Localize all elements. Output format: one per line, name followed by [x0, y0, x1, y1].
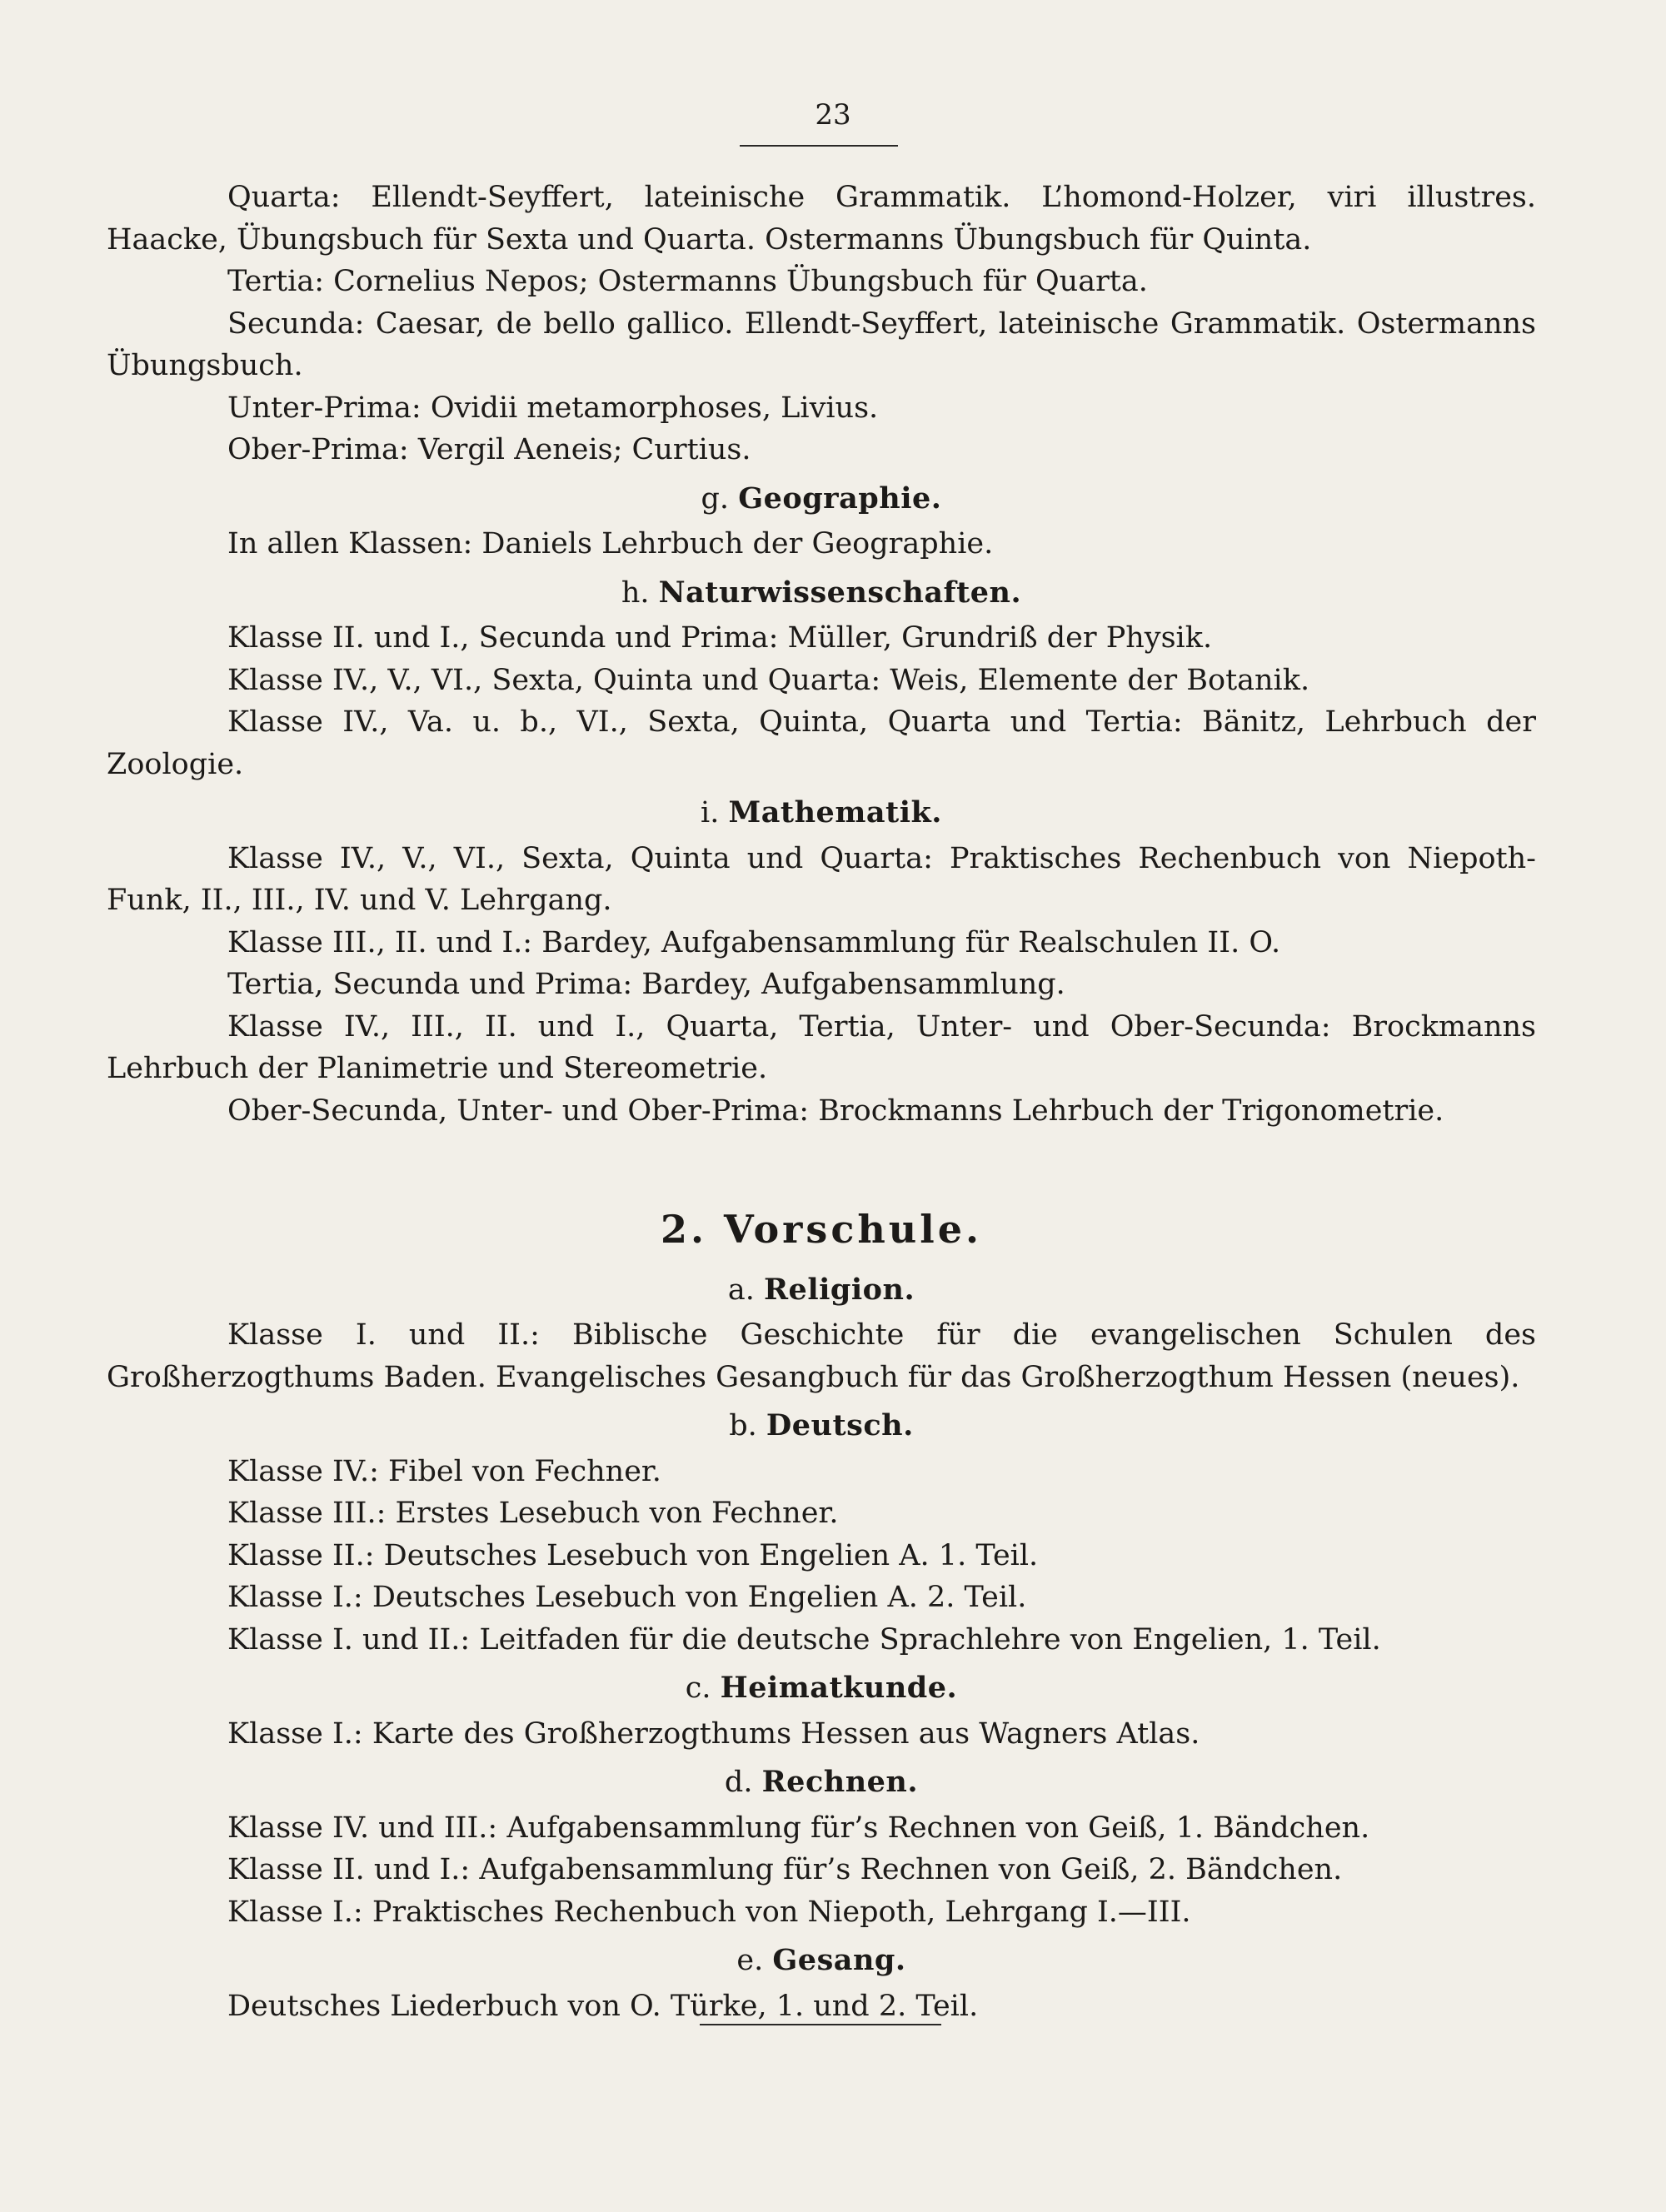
- heading-title: Naturwissenschaften.: [658, 575, 1022, 610]
- heading-letter: i.: [701, 796, 720, 830]
- line-natur-2: Klasse IV., V., VI., Sexta, Quinta und Quarta: Weis, Elemente der Botanik.: [227, 663, 1310, 697]
- heading-gesang: [107, 1940, 1536, 1982]
- line-religion-1: Klasse I. und II.: Biblische Geschichte für die evangelischen Schulen des Großherzogthums Baden. Evangelisches Gesangbuch für das Großherzogthum Hessen (neues).: [107, 1318, 1536, 1394]
- heading-title: Mathematik.: [728, 795, 942, 830]
- line-natur-3: Klasse IV., Va. u. b., VI., Sexta, Quinta, Quarta und Tertia: Bänitz, Lehrbuch der Zoologie.: [107, 705, 1536, 781]
- heading-heimatkunde: [107, 1667, 1536, 1710]
- line-deutsch-3: Klasse II.: Deutsches Lesebuch von Engelien A. 1. Teil.: [227, 1538, 1039, 1572]
- line-mathe-3: Tertia, Secunda und Prima: Bardey, Aufgabensammlung.: [227, 968, 1065, 1001]
- line-mathe-5: Ober-Secunda, Unter- und Ober-Prima: Brockmanns Lehrbuch der Trigonometrie.: [227, 1094, 1444, 1128]
- header-rule: [740, 145, 898, 147]
- heading-rechnen: [107, 1761, 1536, 1804]
- line-natur-1: Klasse II. und I., Secunda und Prima: Müller, Grundriß der Physik.: [227, 621, 1213, 655]
- heading-letter: h.: [621, 575, 650, 610]
- heading-title: Religion.: [763, 1272, 915, 1307]
- line-heimatkunde-1: Klasse I.: Karte des Großherzogthums Hessen aus Wagners Atlas.: [227, 1716, 1200, 1751]
- heading-religion: [107, 1269, 1536, 1312]
- line-rechnen-1: Klasse IV. und III.: Aufgabensammlung für’s Rechnen von Geiß, 1. Bändchen.: [227, 1811, 1370, 1845]
- line-gesang-1: Deutsches Liederbuch von O. Türke, 1. und 2. Teil.: [227, 1989, 979, 2023]
- heading-title: Gesang.: [772, 1943, 906, 1977]
- heading-letter: a.: [727, 1273, 755, 1307]
- heading-title: Rechnen.: [761, 1765, 919, 1799]
- line-quarta: Quarta: Ellendt-Seyffert, lateinische Grammatik. L’homond-Holzer, viri illustres. Haacke, Übungsbuch für Sexta und Quarta. Ostermanns Übungsbuch für Quinta.: [107, 181, 1536, 257]
- line-geographie-1: In allen Klassen: Daniels Lehrbuch der Geographie.: [227, 527, 994, 560]
- line-rechnen-2: Klasse II. und I.: Aufgabensammlung für’s Rechnen von Geiß, 2. Bändchen.: [227, 1853, 1343, 1886]
- line-mathe-2: Klasse III., II. und I.: Bardey, Aufgabensammlung für Realschulen II. O.: [227, 925, 1281, 959]
- line-secunda: Secunda: Caesar, de bello gallico. Ellendt-Seyffert, lateinische Grammatik. Ostermanns Übungsbuch.: [107, 306, 1536, 382]
- line-tertia: Tertia: Cornelius Nepos; Ostermanns Übungsbuch für Quarta.: [227, 265, 1148, 298]
- heading-geographie: [107, 478, 1536, 521]
- heading-naturwissenschaften: [107, 572, 1536, 615]
- line-deutsch-2: Klasse III.: Erstes Lesebuch von Fechner.: [227, 1497, 839, 1530]
- line-deutsch-1: Klasse IV.: Fibel von Fechner.: [227, 1454, 661, 1488]
- heading-letter: c.: [685, 1671, 711, 1705]
- line-deutsch-4: Klasse I.: Deutsches Lesebuch von Engelien A. 2. Teil.: [227, 1581, 1027, 1614]
- heading-title: Deutsch.: [766, 1408, 914, 1442]
- footer-rule: [700, 2024, 941, 2025]
- section-heading-vorschule: 2. Vorschule.: [661, 1207, 982, 1252]
- heading-letter: g.: [701, 481, 730, 516]
- heading-deutsch: [107, 1405, 1536, 1447]
- page-number: 23: [815, 98, 851, 132]
- line-mathe-1: Klasse IV., V., VI., Sexta, Quinta und Quarta: Praktisches Rechenbuch von Niepoth-Funk, II., III., IV. und V. Lehrgang.: [107, 841, 1536, 917]
- line-mathe-4: Klasse IV., III., II. und I., Quarta, Tertia, Unter- und Ober-Secunda: Brockmanns Lehrbuch der Planimetrie und Stereometrie.: [107, 1009, 1536, 1085]
- line-unter-prima: Unter-Prima: Ovidii metamorphoses, Livius.: [227, 391, 879, 425]
- line-rechnen-3: Klasse I.: Praktisches Rechenbuch von Niepoth, Lehrgang I.—III.: [227, 1895, 1191, 1929]
- heading-mathematik: [107, 792, 1536, 834]
- heading-title: Geographie.: [738, 481, 942, 516]
- heading-letter: b.: [729, 1409, 757, 1442]
- heading-letter: e.: [736, 1944, 764, 1977]
- heading-letter: d.: [724, 1766, 753, 1799]
- line-deutsch-5: Klasse I. und II.: Leitfaden für die deutsche Sprachlehre von Engelien, 1. Teil.: [227, 1622, 1381, 1657]
- page-body: [107, 177, 1536, 2027]
- heading-title: Heimatkunde.: [720, 1671, 958, 1705]
- line-ober-prima: Ober-Prima: Vergil Aeneis; Curtius.: [227, 433, 751, 466]
